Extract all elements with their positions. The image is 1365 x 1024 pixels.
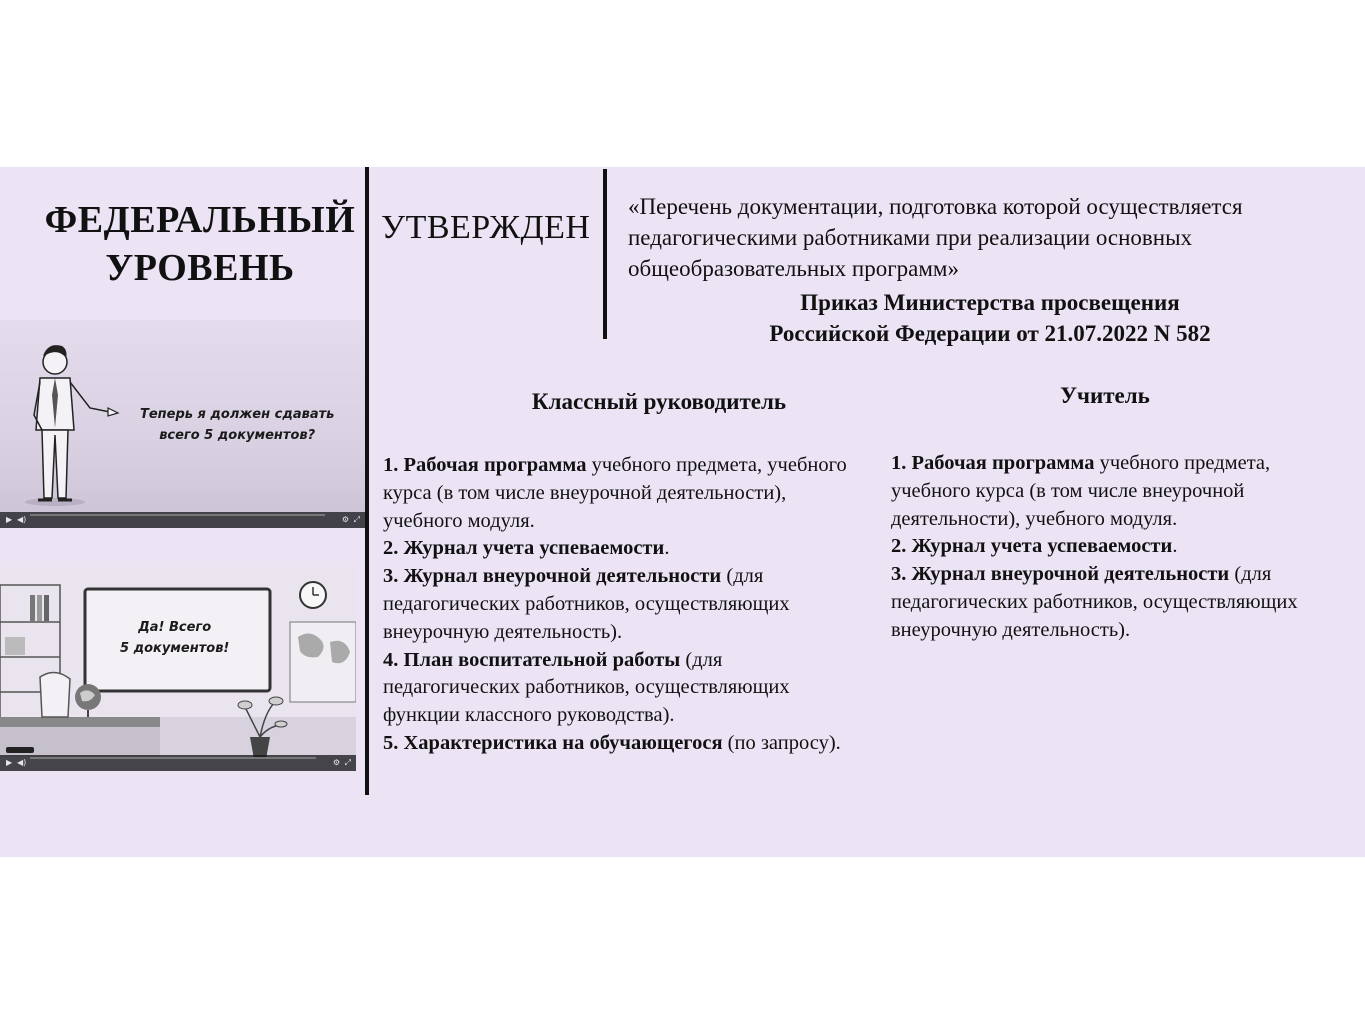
document-name: «Перечень документации, подготовка которой осуществляется педагогическими работниками при реализации основных общеобразовательных программ» xyxy=(628,194,1243,281)
level-title-line2: УРОВЕНЬ xyxy=(105,246,295,289)
play-icon[interactable]: ▶ xyxy=(6,758,13,767)
settings-icon[interactable]: ⚙ xyxy=(332,758,340,767)
list-item-text: (для педагогических работников, осуществляющих внеурочную деятельность). xyxy=(383,565,790,643)
video-tooltip xyxy=(6,747,34,753)
list-item-title: 4. План воспитательной работы xyxy=(383,648,681,671)
classroom-illustration xyxy=(0,567,356,771)
volume-icon[interactable]: ◀) xyxy=(17,515,27,524)
settings-icon[interactable]: ⚙ xyxy=(341,515,349,524)
list-item-text: (для педагогических работников, осуществляющих функции классного руководства). xyxy=(383,648,790,727)
list-item-text: (для педагогических работников, осуществляющих внеурочную деятельность). xyxy=(891,563,1298,641)
class-teacher-list xyxy=(383,452,853,758)
video-controls-2 xyxy=(0,755,356,771)
progress-bar-2[interactable] xyxy=(30,757,316,759)
fullscreen-icon[interactable]: ⤢ xyxy=(353,515,360,524)
video-player-1[interactable] xyxy=(0,320,365,528)
order-reference xyxy=(620,287,1360,349)
divider-middle xyxy=(603,169,607,339)
list-item xyxy=(383,647,853,730)
list-item-text: . xyxy=(664,537,670,560)
list-item xyxy=(891,533,1351,561)
video-caption-1: Теперь я должен сдавать всего 5 документов? xyxy=(140,407,335,443)
list-item-title: 1. Рабочая программа xyxy=(891,452,1095,474)
video-player-2[interactable] xyxy=(0,567,356,771)
play-icon[interactable]: ▶ xyxy=(6,515,13,524)
list-item xyxy=(383,452,853,535)
teacher-list xyxy=(891,450,1351,645)
list-item-title: 2. Журнал учета успеваемости xyxy=(891,535,1173,558)
list-item-title: 3. Журнал внеурочной деятельности xyxy=(891,563,1230,586)
list-item xyxy=(383,730,853,758)
video-caption-2: Да! Всего 5 документов! xyxy=(120,620,230,656)
list-item-title: 5. Характеристика на обучающегося xyxy=(383,731,723,754)
fullscreen-icon[interactable]: ⤢ xyxy=(344,758,351,767)
list-item xyxy=(383,535,853,563)
list-item-text: . xyxy=(1172,535,1178,558)
approved-label: УТВЕРЖДЕН xyxy=(381,209,591,246)
list-item xyxy=(383,563,853,646)
list-item-text: учебного предмета, учебного курса (в том числе внеурочной деятельности), учебного модуля. xyxy=(383,454,847,532)
teacher-heading: Учитель xyxy=(1060,383,1150,408)
video-controls-1 xyxy=(0,512,365,528)
list-item xyxy=(891,561,1351,644)
order-line2: Российской Федерации от 21.07.2022 N 582 xyxy=(769,321,1211,346)
list-item-title: 1. Рабочая программа xyxy=(383,454,587,476)
progress-bar-1[interactable] xyxy=(30,514,325,516)
volume-icon[interactable]: ◀) xyxy=(17,758,27,767)
list-item xyxy=(891,450,1351,533)
list-item-text: учебного предмета, учебного курса (в том числе внеурочной деятельности), учебного модуля. xyxy=(891,452,1271,530)
order-line1: Приказ Министерства просвещения xyxy=(800,290,1180,315)
list-item-title: 2. Журнал учета успеваемости xyxy=(383,537,665,560)
level-title-line1: ФЕДЕРАЛЬНЫЙ xyxy=(44,199,356,241)
list-item-text: (по запросу). xyxy=(722,731,841,754)
list-item-title: 3. Журнал внеурочной деятельности xyxy=(383,565,722,588)
class-teacher-heading: Классный руководитель xyxy=(531,389,787,414)
slide xyxy=(0,167,1365,857)
level-title xyxy=(0,197,400,292)
